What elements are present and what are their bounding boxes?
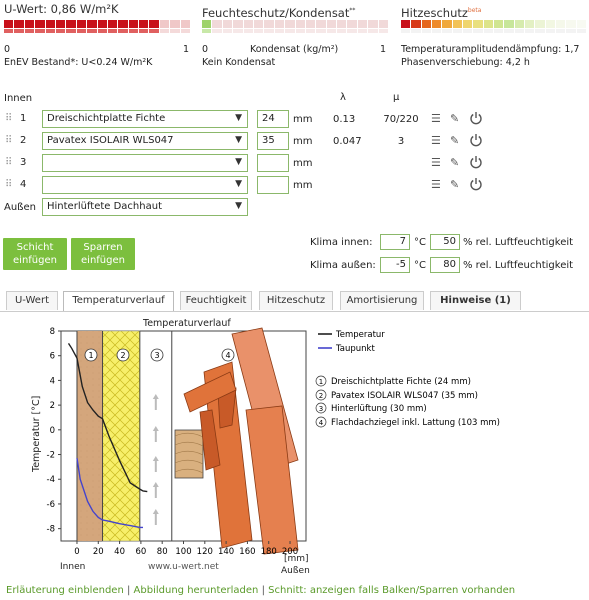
moisture-bar-segment xyxy=(202,29,211,33)
tab-amortization[interactable]: Amortisierung xyxy=(340,291,424,310)
layer-unit: mm xyxy=(293,114,313,125)
layer-desc-label: Flachdachziegel inkl. Lattung (103 mm) xyxy=(331,418,500,428)
u-bar-segment xyxy=(66,20,75,28)
moisture-bar-segment xyxy=(368,29,377,33)
tab-moisture[interactable]: Feuchtigkeit xyxy=(180,291,252,310)
u-bar-segment xyxy=(170,20,179,28)
y-tick-label: -6 xyxy=(46,499,55,510)
layer-number: 3 xyxy=(20,157,27,168)
heat-bar-segment xyxy=(556,29,565,33)
legend-label: Temperatur xyxy=(336,330,385,340)
layer-thickness-input[interactable] xyxy=(257,154,289,172)
heat-info-damping: Temperaturamplitudendämpfung: 1,7 xyxy=(401,44,580,55)
menu-icon[interactable]: ☰ xyxy=(431,156,441,169)
outside-select[interactable] xyxy=(42,198,248,216)
u-bar-segment xyxy=(160,29,169,33)
climate-outside-temp-unit: °C xyxy=(414,260,426,271)
u-bar-segment xyxy=(118,20,127,28)
layer-number-text: 3 xyxy=(154,351,160,360)
climate-inside-rh-unit: % rel. Luftfeuchtigkeit xyxy=(463,237,574,248)
u-value-title: U-Wert: 0,86 W/m²K xyxy=(4,2,119,16)
u-bar-segment xyxy=(77,29,86,33)
x-tick-label: 120 xyxy=(196,547,213,557)
chevron-down-icon: ▼ xyxy=(235,113,242,123)
layer-material-select[interactable] xyxy=(42,132,248,150)
heat-title-sup: beta xyxy=(467,7,482,15)
chart-ylabel: Temperatur [°C] xyxy=(31,395,42,472)
temperature-chart xyxy=(0,310,589,580)
u-bar-segment xyxy=(181,20,190,28)
drag-handle-icon[interactable]: ⠿ xyxy=(5,157,12,168)
drag-handle-icon[interactable]: ⠿ xyxy=(5,113,12,124)
tab-temperature[interactable]: Temperaturverlauf xyxy=(63,291,174,312)
climate-inside-rh-input[interactable]: 50 xyxy=(430,234,460,250)
moisture-bar-segment xyxy=(244,29,253,33)
y-tick-label: 2 xyxy=(49,401,55,412)
layer-thickness-input[interactable]: 35 xyxy=(257,132,289,150)
layer-insulation-fill xyxy=(103,331,140,541)
insert-layer-button[interactable] xyxy=(3,238,67,270)
menu-icon[interactable]: ☰ xyxy=(431,178,441,191)
u-bar-segment xyxy=(35,20,44,28)
layer-lambda: 0.13 xyxy=(333,114,356,125)
moisture-scale-max: 1 xyxy=(380,44,387,55)
layer-desc-label: Hinterlüftung (30 mm) xyxy=(331,404,427,414)
u-bar-segment xyxy=(56,20,65,28)
u-scale-min: 0 xyxy=(4,44,11,55)
heat-bar-segment xyxy=(411,20,420,28)
moisture-bar-segment xyxy=(212,20,221,28)
moisture-bar-segment xyxy=(275,20,284,28)
x-tick-label: 0 xyxy=(74,547,80,557)
layer-number: 4 xyxy=(20,179,27,190)
heat-bar-segment xyxy=(556,20,565,28)
u-bar-segment xyxy=(46,20,55,28)
layer-desc-number: 3 xyxy=(318,405,324,413)
layer-unit: mm xyxy=(293,180,313,191)
climate-outside-rh-unit: % rel. Luftfeuchtigkeit xyxy=(463,260,574,271)
lambda-header: λ xyxy=(340,92,346,103)
download-figure-link[interactable]: Abbildung herunterladen xyxy=(133,585,259,596)
moisture-bar-segment xyxy=(306,20,315,28)
climate-inside-temp-input[interactable]: 7 xyxy=(380,234,410,250)
layer-wood-fill xyxy=(77,331,103,541)
layer-unit: mm xyxy=(293,136,313,147)
chart-watermark: www.u-wert.net xyxy=(148,562,219,572)
layer-material-select[interactable] xyxy=(42,176,248,194)
moisture-info: Kein Kondensat xyxy=(202,57,276,68)
u-enev-info: EnEV Bestand*: U<0.24 W/m²K xyxy=(4,57,153,68)
moisture-bar-segment xyxy=(327,29,336,33)
heat-bar-segment xyxy=(535,20,544,28)
layer-desc-number: 1 xyxy=(318,378,324,386)
moisture-bar-segment xyxy=(327,20,336,28)
x-tick-label: 20 xyxy=(92,547,104,557)
climate-inside-label: Klima innen: xyxy=(310,237,373,248)
u-bar-segment xyxy=(77,20,86,28)
heat-bar-segment xyxy=(494,29,503,33)
layer-desc-number: 4 xyxy=(318,419,324,427)
heat-bar-segment xyxy=(566,29,575,33)
u-bar-segment xyxy=(160,20,169,28)
u-bar-segment xyxy=(139,29,148,33)
footer-links xyxy=(6,585,515,596)
moisture-bar-segment xyxy=(337,29,346,33)
y-tick-label: -8 xyxy=(46,524,55,535)
tab-u-value[interactable]: U-Wert xyxy=(6,291,58,310)
moisture-bar-segment xyxy=(379,29,388,33)
x-tick-label: 60 xyxy=(135,547,147,557)
u-bar-segment xyxy=(149,29,158,33)
u-scale-max: 1 xyxy=(183,44,190,55)
heat-bar-segment xyxy=(525,29,534,33)
footer-separator: | xyxy=(261,585,265,596)
climate-outside-rh-input[interactable]: 80 xyxy=(430,257,460,273)
layer-number-text: 2 xyxy=(120,351,126,360)
moisture-bar-segment xyxy=(285,20,294,28)
moisture-bar-segment xyxy=(296,29,305,33)
heat-bar-segment xyxy=(401,20,410,28)
heat-bar-segment xyxy=(401,29,410,33)
heat-bar-segment xyxy=(494,20,503,28)
moisture-bar-segment xyxy=(316,29,325,33)
moisture-bar-segment xyxy=(347,20,356,28)
u-bar-segment xyxy=(56,29,65,33)
show-explanation-link[interactable]: Erläuterung einblenden xyxy=(6,585,124,596)
u-bar-segment xyxy=(4,20,13,28)
pencil-icon[interactable]: ✎ xyxy=(450,156,460,169)
u-bar-segment xyxy=(118,29,127,33)
layer-desc-label: Pavatex ISOLAIR WLS047 (35 mm) xyxy=(331,391,478,401)
menu-icon[interactable]: ☰ xyxy=(431,112,441,125)
pencil-icon[interactable]: ✎ xyxy=(450,178,460,191)
heat-bar-segment xyxy=(484,29,493,33)
chevron-down-icon: ▼ xyxy=(235,201,242,211)
drag-handle-icon[interactable]: ⠿ xyxy=(5,135,12,146)
moisture-bar-segment xyxy=(275,29,284,33)
moisture-bar-segment xyxy=(285,29,294,33)
pencil-icon[interactable]: ✎ xyxy=(450,134,460,147)
layer-material-select[interactable] xyxy=(42,110,248,128)
moisture-bar-segment xyxy=(202,20,211,28)
layer-number-text: 4 xyxy=(225,351,231,360)
outside-select-value: Hinterlüftete Dachhaut xyxy=(47,201,162,212)
moisture-bar-segment xyxy=(264,29,273,33)
heat-bar xyxy=(401,20,586,32)
heat-bar-segment xyxy=(515,20,524,28)
power-icon[interactable] xyxy=(469,177,483,194)
climate-outside-temp-input[interactable]: -5 xyxy=(380,257,410,273)
power-icon[interactable] xyxy=(469,133,483,150)
u-bar-segment xyxy=(139,20,148,28)
x-tick-label: 200 xyxy=(281,547,299,557)
layer-thickness-input[interactable] xyxy=(257,176,289,194)
layer-desc-number: 2 xyxy=(318,392,324,400)
tab-heat[interactable]: Hitzeschutz xyxy=(259,291,333,310)
moisture-bar-segment xyxy=(212,29,221,33)
moisture-bar-segment xyxy=(223,29,232,33)
moisture-bar-segment xyxy=(358,20,367,28)
mu-header: μ xyxy=(393,92,400,103)
layer-material-value: Dreischichtplatte Fichte xyxy=(47,113,166,124)
heat-bar-segment xyxy=(473,29,482,33)
x-tick-label: 40 xyxy=(114,547,126,557)
moisture-bar-segment xyxy=(233,29,242,33)
power-icon[interactable] xyxy=(469,111,483,128)
heat-bar-segment xyxy=(577,29,586,33)
u-bar-segment xyxy=(98,29,107,33)
heat-bar-segment xyxy=(577,20,586,28)
heat-bar-segment xyxy=(453,20,462,28)
heat-bar-segment xyxy=(504,20,513,28)
y-tick-label: 0 xyxy=(49,425,55,436)
moisture-bar-segment xyxy=(244,20,253,28)
layer-number-text: 1 xyxy=(88,351,94,360)
inside-label: Innen xyxy=(4,93,33,104)
heat-bar-segment xyxy=(442,20,451,28)
moisture-bar-segment xyxy=(347,29,356,33)
moisture-bar-segment xyxy=(358,29,367,33)
y-tick-label: -2 xyxy=(46,450,55,461)
insert-rafter-label-1: Sparren xyxy=(83,242,123,253)
moisture-bar-segment xyxy=(368,20,377,28)
moisture-scale-label: Kondensat (kg/m²) xyxy=(250,44,339,55)
u-bar-segment xyxy=(35,29,44,33)
moisture-bar-segment xyxy=(233,20,242,28)
moisture-title: Feuchteschutz/Kondensat** xyxy=(202,6,356,20)
chart-x-outside-label: Außen xyxy=(281,566,310,576)
u-bar-segment xyxy=(25,20,34,28)
u-bar-segment xyxy=(98,20,107,28)
moisture-bar-segment xyxy=(306,29,315,33)
chevron-down-icon: ▼ xyxy=(235,157,242,167)
footer-separator: | xyxy=(126,585,131,596)
moisture-bar-segment xyxy=(254,29,263,33)
insert-layer-label-2: einfügen xyxy=(13,255,57,266)
heat-bar-segment xyxy=(484,20,493,28)
layer-mu: 70/220 xyxy=(383,114,419,125)
u-value-bar xyxy=(4,20,190,32)
u-bar-segment xyxy=(25,29,34,33)
pencil-icon[interactable]: ✎ xyxy=(450,112,460,125)
layer-number: 2 xyxy=(20,135,27,146)
heat-title: Hitzeschutz$^{beta}$ xyxy=(401,6,482,20)
heat-bar-segment xyxy=(463,20,472,28)
heat-bar-segment xyxy=(453,29,462,33)
y-tick-label: 6 xyxy=(49,351,55,362)
moisture-bar-segment xyxy=(316,20,325,28)
chart-title: Temperaturverlauf xyxy=(143,318,231,329)
moisture-bar-segment xyxy=(254,20,263,28)
heat-bar-segment xyxy=(504,29,513,33)
moisture-bar-segment xyxy=(223,20,232,28)
moisture-bar-segment xyxy=(264,20,273,28)
u-bar-segment xyxy=(129,20,138,28)
heat-bar-segment xyxy=(546,29,555,33)
heat-bar-segment xyxy=(535,29,544,33)
moisture-scale-min: 0 xyxy=(202,44,209,55)
u-bar-segment xyxy=(87,29,96,33)
u-bar-segment xyxy=(108,29,117,33)
show-section-link[interactable]: Schnitt: anzeigen falls Balken/Sparren vorhanden xyxy=(268,585,516,596)
moisture-title-sup: ** xyxy=(349,7,356,15)
layer-number: 1 xyxy=(20,113,27,124)
layer-thickness-input[interactable]: 24 xyxy=(257,110,289,128)
insert-rafter-button[interactable] xyxy=(71,238,135,270)
heat-bar-segment xyxy=(432,29,441,33)
heat-bar-segment xyxy=(432,20,441,28)
x-tick-label: 140 xyxy=(217,547,235,557)
moisture-bar xyxy=(202,20,388,32)
heat-bar-segment xyxy=(422,20,431,28)
insert-layer-label-1: Schicht xyxy=(16,242,54,253)
heat-bar-segment xyxy=(566,20,575,28)
u-bar-segment xyxy=(66,29,75,33)
heat-bar-segment xyxy=(442,29,451,33)
u-bar-segment xyxy=(87,20,96,28)
menu-icon[interactable]: ☰ xyxy=(431,134,441,147)
heat-bar-segment xyxy=(411,29,420,33)
layer-mu: 3 xyxy=(397,136,405,147)
y-tick-label: -4 xyxy=(46,475,55,486)
heat-bar-segment xyxy=(515,29,524,33)
u-bar-segment xyxy=(14,20,23,28)
layer-desc-label: Dreischichtplatte Fichte (24 mm) xyxy=(331,377,471,387)
chart-xlabel: [mm] xyxy=(284,554,309,564)
u-bar-segment xyxy=(129,29,138,33)
u-bar-segment xyxy=(149,20,158,28)
drag-handle-icon[interactable]: ⠿ xyxy=(5,179,12,190)
chart-x-inside-label: Innen xyxy=(60,562,86,572)
layer-material-select[interactable] xyxy=(42,154,248,172)
legend-label: Taupunkt xyxy=(336,344,375,354)
insert-rafter-label-2: einfügen xyxy=(81,255,125,266)
chevron-down-icon: ▼ xyxy=(235,179,242,189)
moisture-bar-segment xyxy=(337,20,346,28)
tab-notes[interactable]: Hinweise (1) xyxy=(430,291,521,310)
heat-bar-segment xyxy=(546,20,555,28)
u-bar-segment xyxy=(4,29,13,33)
layer-lambda: 0.047 xyxy=(333,136,362,147)
u-bar-segment xyxy=(170,29,179,33)
x-tick-label: 180 xyxy=(260,547,277,557)
y-tick-label: 4 xyxy=(49,376,55,387)
u-bar-segment xyxy=(14,29,23,33)
climate-inside-temp-unit: °C xyxy=(414,237,426,248)
u-bar-segment xyxy=(46,29,55,33)
moisture-bar-segment xyxy=(379,20,388,28)
y-tick-label: 8 xyxy=(49,327,55,337)
moisture-bar-segment xyxy=(296,20,305,28)
layer-unit: mm xyxy=(293,158,313,169)
heat-info-phase: Phasenverschiebung: 4,2 h xyxy=(401,57,530,68)
x-tick-label: 100 xyxy=(175,547,192,557)
heat-bar-segment xyxy=(525,20,534,28)
x-tick-label: 160 xyxy=(239,547,256,557)
heat-bar-segment xyxy=(422,29,431,33)
chevron-down-icon: ▼ xyxy=(235,135,242,145)
climate-outside-label: Klima außen: xyxy=(310,260,376,271)
layer-material-value: Pavatex ISOLAIR WLS047 xyxy=(47,135,174,146)
u-bar-segment xyxy=(108,20,117,28)
heat-bar-segment xyxy=(463,29,472,33)
u-bar-segment xyxy=(181,29,190,33)
outside-label: Außen xyxy=(4,202,36,213)
x-tick-label: 80 xyxy=(156,547,168,557)
power-icon[interactable] xyxy=(469,155,483,172)
heat-bar-segment xyxy=(473,20,482,28)
temperature-chart-svg xyxy=(0,310,589,580)
